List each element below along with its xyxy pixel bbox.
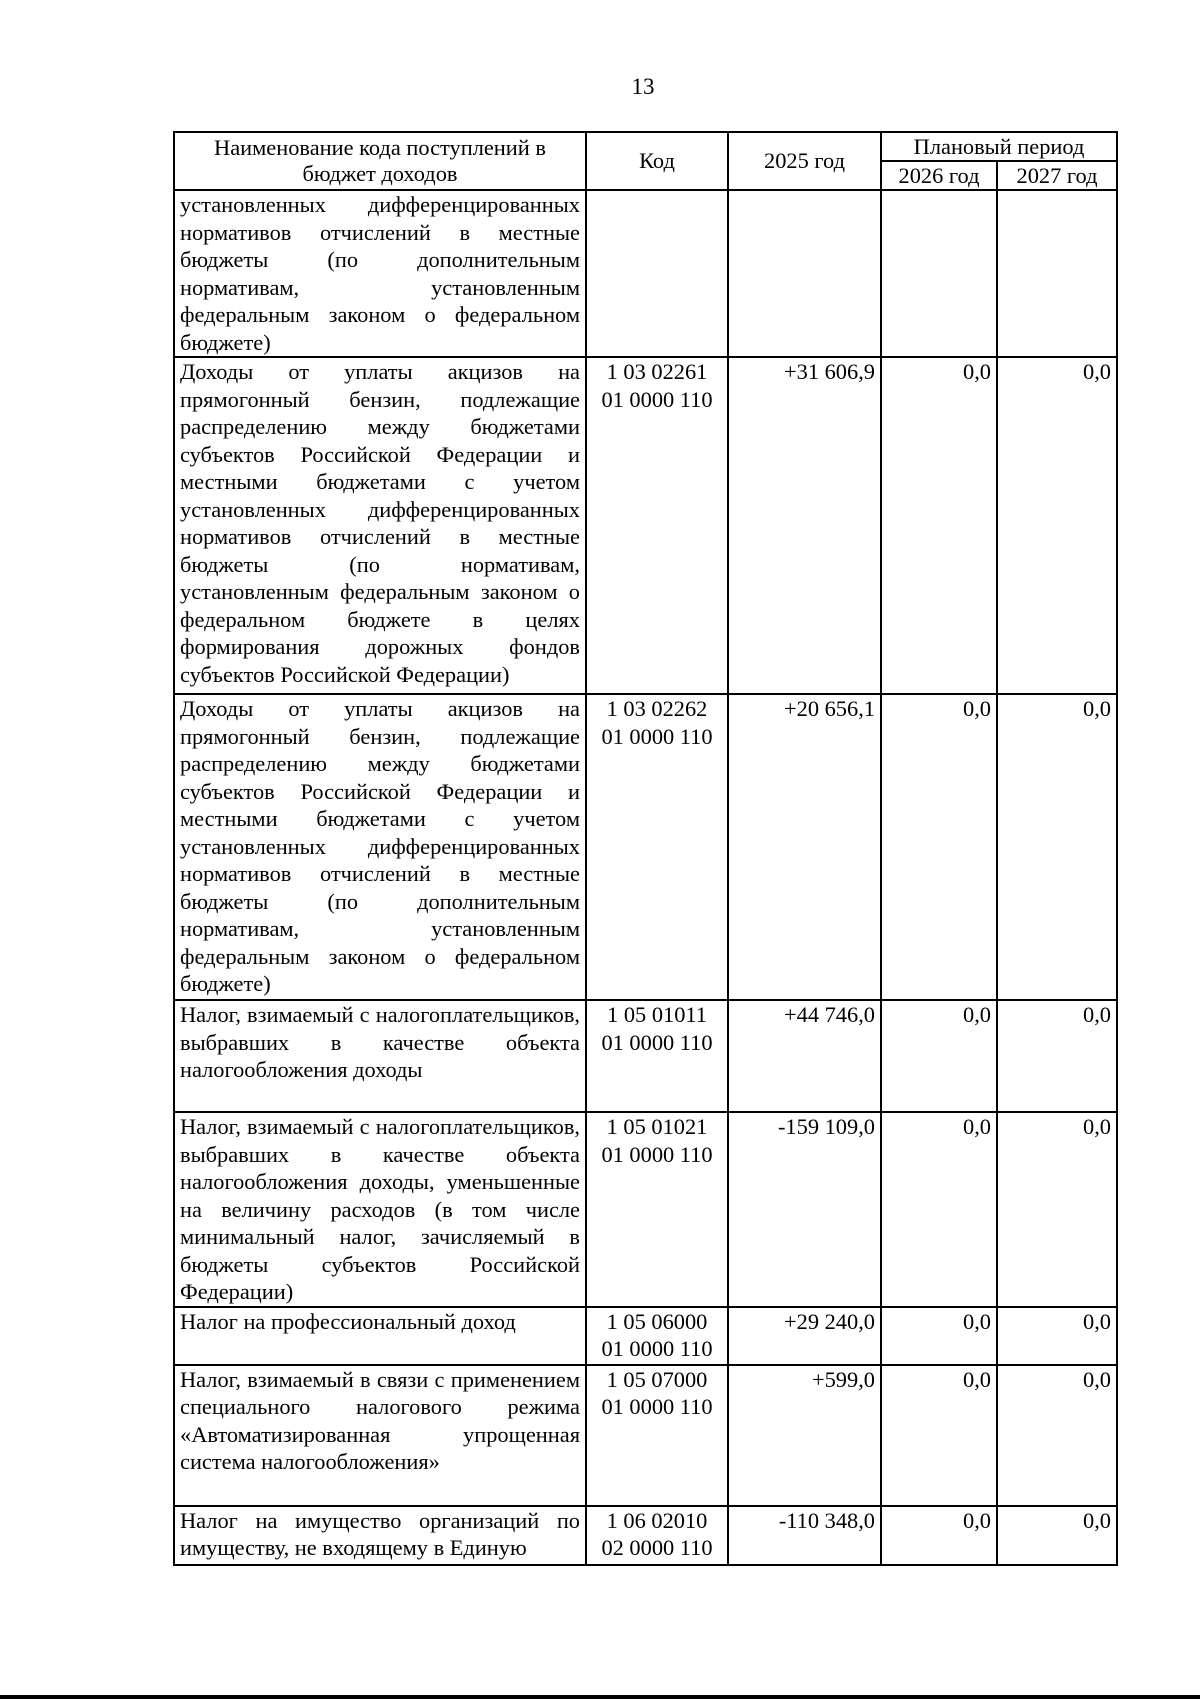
row-name: Налог, взимаемый с налогоплательщиков, выбравших в качестве объекта налогообложения доходы, уменьшенные на величину расходов (в том числе минимальный налог, зачисляемый в бюджеты субъектов Российской Федерации) (174, 1112, 586, 1307)
row-name: Доходы от уплаты акцизов на прямогонный бензин, подлежащие распределению между бюджетами субъектов Российской Федерации и местными бюджетами с учетом установленных дифференцированных нормативов отчислений в местные бюджеты (по нормативам, установленным федеральным законом о федеральном бюджете в целях формирования дорожных фондов субъектов Российской Федерации) (174, 357, 586, 694)
value-2025: -110 348,0 (728, 1506, 881, 1565)
table-row (174, 1506, 1117, 1565)
row-code (586, 1365, 728, 1506)
row-code (586, 190, 728, 357)
row-name: Налог на имущество организаций по имуществу, не входящему в Единую (174, 1506, 586, 1565)
value-2025 (728, 190, 881, 357)
value-2026: 0,0 (881, 1112, 997, 1307)
value-2027: 0,0 (997, 357, 1117, 694)
value-2026 (881, 190, 997, 357)
value-2027: 0,0 (997, 694, 1117, 1000)
value-2025: +31 606,9 (728, 357, 881, 694)
table-row (174, 1112, 1117, 1307)
value-2026: 0,0 (881, 1307, 997, 1365)
value-2026: 0,0 (881, 357, 997, 694)
code-part-1: 1 03 02261 (606, 359, 708, 384)
value-2027: 0,0 (997, 1365, 1117, 1506)
value-2027: 0,0 (997, 1112, 1117, 1307)
row-name: Налог, взимаемый с налогоплательщиков, выбравших в качестве объекта налогообложения доходы (174, 1000, 586, 1112)
row-code (586, 1307, 728, 1365)
scan-edge-line (0, 1695, 1200, 1699)
value-2027: 0,0 (997, 1000, 1117, 1112)
value-2025: +44 746,0 (728, 1000, 881, 1112)
code-part-1: 1 03 02262 (606, 696, 708, 721)
table-row (174, 1307, 1117, 1365)
value-2027: 0,0 (997, 1307, 1117, 1365)
code-part-2: 01 0000 110 (601, 1141, 713, 1167)
row-code (586, 1506, 728, 1565)
table-row (174, 1365, 1117, 1506)
header-code: Код (586, 132, 728, 190)
table-body (174, 190, 1117, 1565)
code-part-1: 1 05 07000 (606, 1366, 708, 1392)
code-part-2: 01 0000 110 (601, 1394, 713, 1419)
value-2027 (997, 190, 1117, 357)
value-2025: -159 109,0 (728, 1112, 881, 1307)
row-name: Доходы от уплаты акцизов на прямогонный бензин, подлежащие распределению между бюджетами субъектов Российской Федерации и местными бюджетами с учетом установленных дифференцированных нормативов отчислений в местные бюджеты (по дополнительным нормативам, установленным федеральным законом о федеральном бюджете) (174, 694, 586, 1000)
header-name: Наименование кода поступлений в бюджет доходов (174, 132, 586, 190)
code-part-1: 1 05 01011 (607, 1002, 707, 1027)
header-2025: 2025 год (728, 132, 881, 190)
value-2026: 0,0 (881, 1506, 997, 1565)
code-part-1: 1 06 02010 (606, 1507, 708, 1533)
value-2026: 0,0 (881, 694, 997, 1000)
revenue-table (173, 131, 1118, 1566)
code-part-2: 01 0000 110 (601, 1029, 713, 1055)
value-2025: +29 240,0 (728, 1307, 881, 1365)
header-planning-period: Плановый период (881, 132, 1117, 161)
row-code (586, 357, 728, 694)
table-row (174, 1000, 1117, 1112)
row-code (586, 694, 728, 1000)
table-row (174, 357, 1117, 694)
row-code (586, 1000, 728, 1112)
row-name: Налог, взимаемый в связи с применением специального налогового режима «Автоматизированная упрощенная система налогообложения» (174, 1365, 586, 1506)
code-part-1: 1 05 06000 (606, 1308, 708, 1334)
code-part-2: 01 0000 110 (601, 723, 713, 749)
row-name: Налог на профессиональный доход (174, 1307, 586, 1365)
value-2026: 0,0 (881, 1000, 997, 1112)
code-part-1: 1 05 01021 (606, 1114, 708, 1139)
value-2026: 0,0 (881, 1365, 997, 1506)
code-part-2: 01 0000 110 (601, 386, 713, 412)
value-2025: +20 656,1 (728, 694, 881, 1000)
page-number: 13 (631, 74, 655, 99)
row-code (586, 1112, 728, 1307)
value-2027: 0,0 (997, 1506, 1117, 1565)
header-2027: 2027 год (997, 161, 1117, 190)
code-part-2: 01 0000 110 (601, 1336, 713, 1361)
code-part-2: 02 0000 110 (601, 1535, 713, 1560)
table-row (174, 190, 1117, 357)
table-header (174, 132, 1117, 190)
header-2026: 2026 год (881, 161, 997, 190)
table-row (174, 694, 1117, 1000)
row-name: установленных дифференцированных нормативов отчислений в местные бюджеты (по дополнительным нормативам, установленным федеральным законом о федеральном бюджете) (174, 190, 586, 357)
value-2025: +599,0 (728, 1365, 881, 1506)
